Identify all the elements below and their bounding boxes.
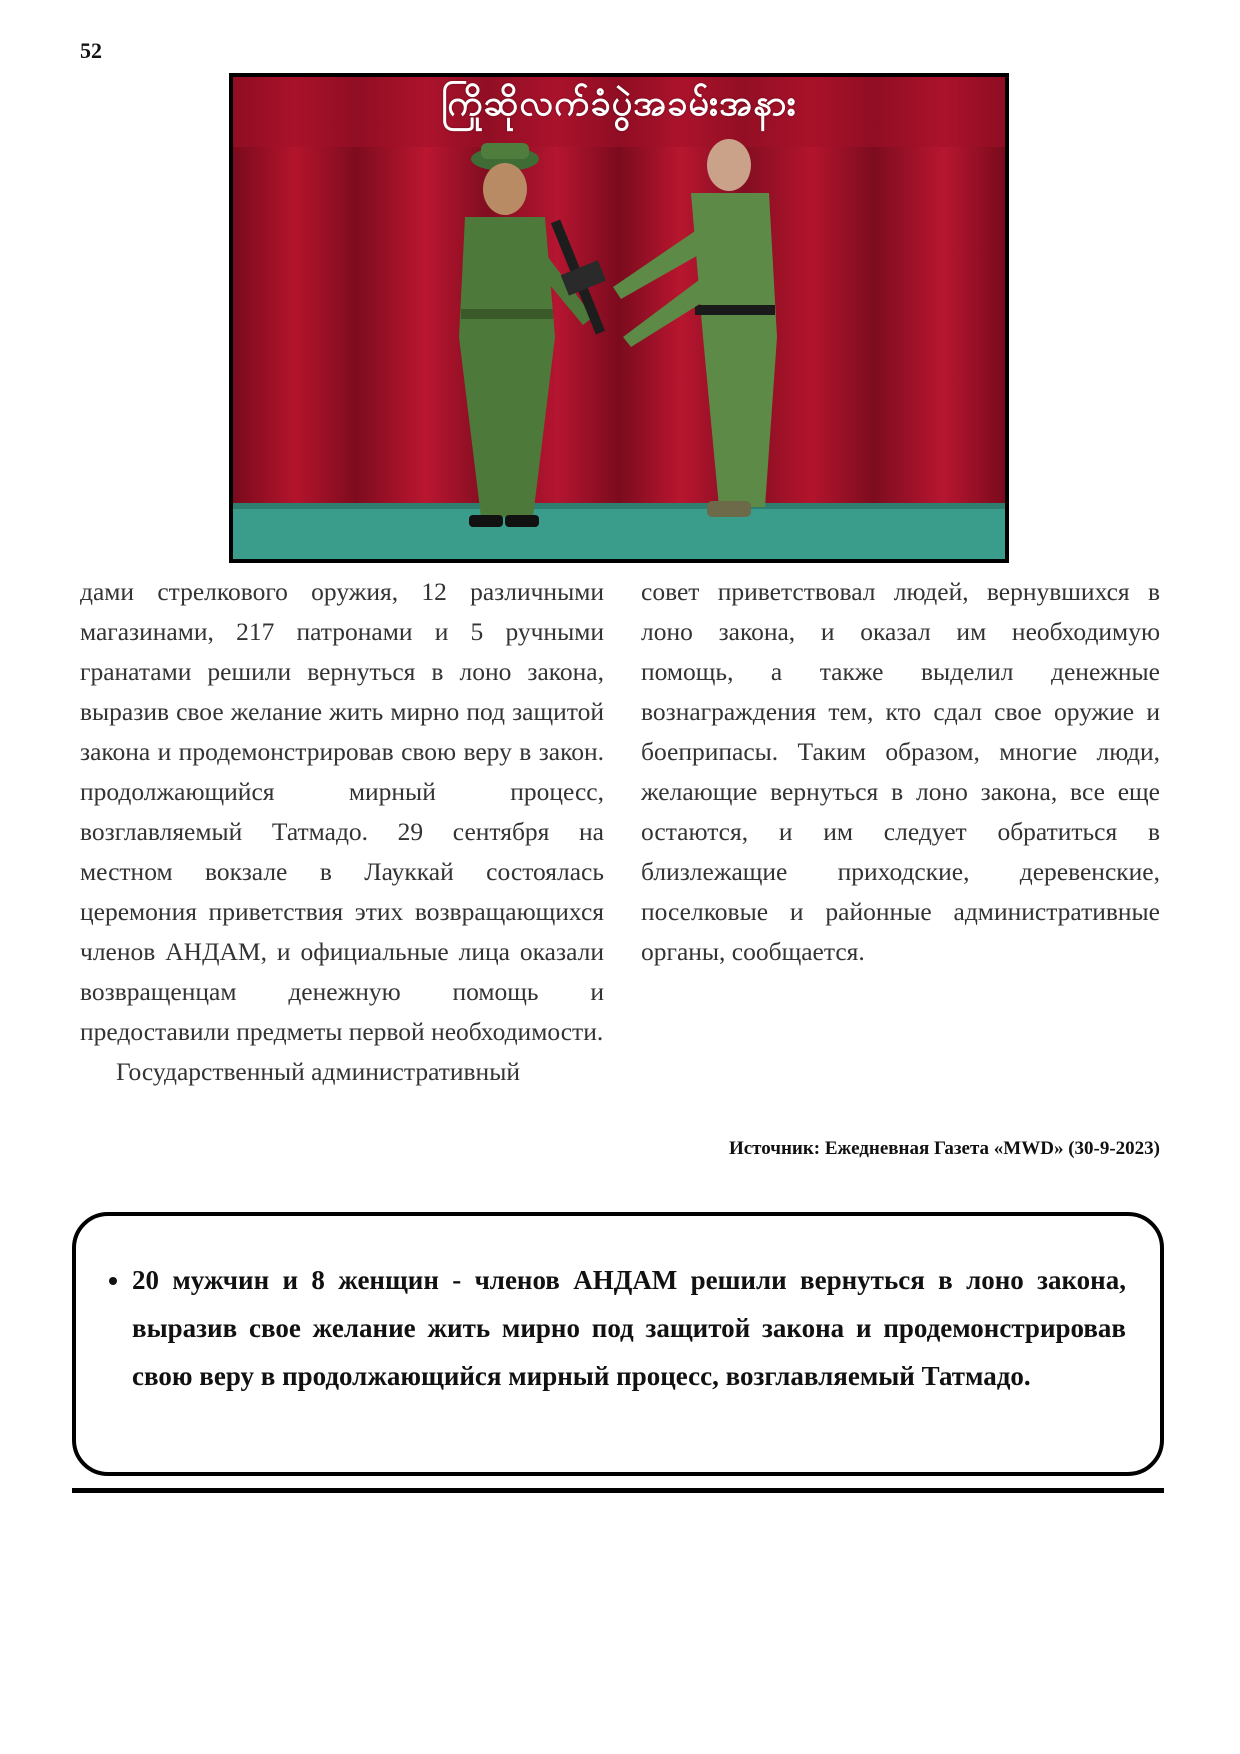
ceremony-photo-illustration <box>233 77 1005 559</box>
section-divider <box>72 1488 1164 1493</box>
page-number: 52 <box>80 38 102 63</box>
photo-banner-text: ကြိုဆိုလက်ခံပွဲအခမ်းအနား <box>441 83 797 124</box>
source-credit: Источник: Ежедневная Газета «MWD» (30-9-2023) <box>728 1138 1160 1159</box>
article-right-column <box>641 572 1160 972</box>
article-paragraph-continued: Государственный административный <box>116 1057 520 1086</box>
article-paragraph: совет приветствовал людей, вернувшихся в лоно закона, и оказал им необходимую помощь, а также выделил денежные вознаграждения тем, кто сдал свое оружие и боеприпасы. Таким образом, многие люди, желающие вернуться в лоно закона, все еще остаются, и им следует обратиться в близлежащие приходские, деревенские, поселковые и районные административные органы, сообщается. <box>641 577 1160 966</box>
article-paragraph: дами стрелкового оружия, 12 различными магазинами, 217 патронами и 5 ручными гранатами решили вернуться в лоно закона, выразив свое желание жить мирно под защитой закона и продемонстрировав свою веру в закон. продолжающийся мирный процесс, возглавляемый Татмадо. 29 сентября на местном вокзале в Лауккай состоялась церемония приветствия этих возвращающихся членов АНДАМ, и официальные лица оказали возвращенцам денежную помощь и предоставили предметы первой необходимости. <box>80 577 604 1046</box>
summary-bullet: • 20 мужчин и 8 женщин - членов АНДАМ решили вернуться в лоно закона, выразив свое желание жить мирно под защитой закона и продемонстрировав свою веру в продолжающийся мирный процесс, возглавляемый Татмадо. <box>132 1256 1126 1400</box>
summary-callout-box <box>72 1212 1164 1476</box>
article-left-column <box>80 572 604 1092</box>
article-photo <box>229 73 1009 563</box>
